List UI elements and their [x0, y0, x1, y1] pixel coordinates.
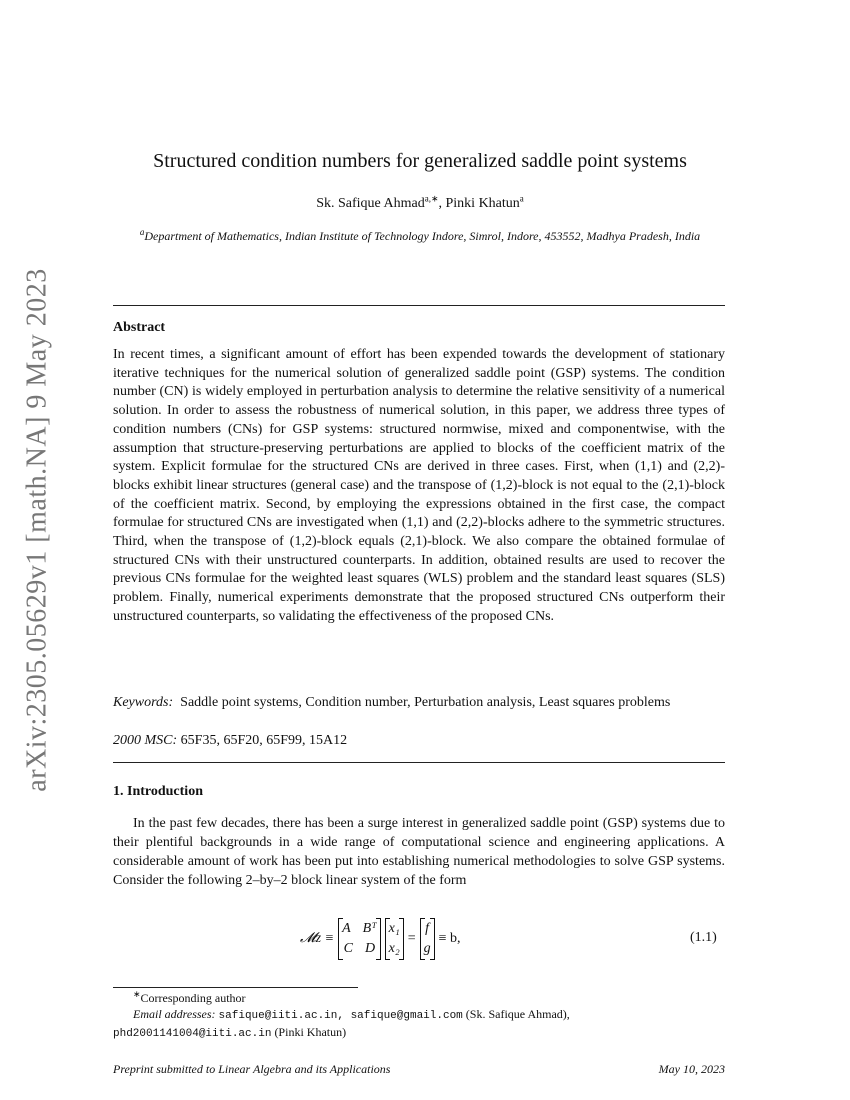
- introduction-body: In the past few decades, there has been a surge interest in generalized saddle point (GSP) systems due to their plentiful backgrounds in a wide range of computational science and engineering applications. A considerable amount of work has been put into establishing numerical methodologies to solve GSP systems. Consider the following 2–by–2 block linear system of the form: [113, 816, 725, 888]
- paper-title: Structured condition numbers for generalized saddle point systems: [153, 150, 687, 172]
- author-separator: ,: [438, 196, 446, 211]
- equation-1-1: [300, 916, 550, 962]
- author-1: Sk. Safique Ahmad: [316, 196, 425, 211]
- affiliation-sup: a: [139, 227, 145, 237]
- footnote-corresponding-sup: ∗: [133, 989, 141, 999]
- author-line: [100, 193, 740, 212]
- keywords: [113, 694, 725, 713]
- footnote-emails-cont: [113, 1024, 725, 1042]
- email-khatun-owner: (Pinki Khatun): [271, 1025, 347, 1039]
- footnotes: [113, 990, 725, 1042]
- matrix-c: C: [343, 941, 353, 956]
- email-ahmad-owner: (Sk. Safique Ahmad),: [462, 1007, 570, 1021]
- msc-label: 2000 MSC:: [113, 733, 178, 748]
- matrix-a: A: [342, 921, 351, 936]
- vector-g: g: [423, 941, 431, 956]
- footnote-corresponding: [113, 990, 725, 1006]
- footer-journal: Preprint submitted to Linear Algebra and its Applications: [113, 1062, 391, 1076]
- equation-lhs: 𝓜z ≡: [300, 931, 335, 946]
- footnote-emails: [113, 1006, 725, 1024]
- vector-f: f: [425, 921, 430, 936]
- affiliation-text: Department of Mathematics, Indian Institute of Technology Indore, Simrol, Indore, 453552, Madhya Pradesh, India: [144, 229, 701, 243]
- bottom-divider: [113, 762, 725, 763]
- msc-text: 65F35, 65F20, 65F99, 15A12: [180, 733, 348, 748]
- keywords-label: Keywords:: [113, 695, 174, 710]
- introduction-heading: 1. Introduction: [113, 784, 203, 799]
- unknown-vector: [385, 918, 404, 960]
- equals-sign: =: [407, 931, 416, 946]
- footer-date: May 10, 2023: [658, 1062, 725, 1076]
- author-2: Pinki Khatun: [445, 196, 520, 211]
- keywords-text: Saddle point systems, Condition number, Perturbation analysis, Least squares problems: [180, 695, 671, 710]
- abstract-heading: Abstract: [113, 320, 166, 335]
- matrix-bt: Bᵀ: [362, 921, 377, 936]
- arxiv-id: arXiv:2305.05629v1 [math.NA] 9 May 2023: [22, 268, 53, 792]
- rhs-vector: [420, 918, 435, 960]
- email-khatun[interactable]: phd2001141004@iiti.ac.in: [113, 1028, 272, 1040]
- footnote-corresponding-text: Corresponding author: [140, 991, 246, 1005]
- author-1-sup: a,∗: [424, 193, 439, 204]
- block-matrix: [338, 918, 381, 960]
- equation-number: (1.1): [690, 930, 717, 945]
- footnote-divider: [113, 987, 358, 988]
- abstract-body: In recent times, a significant amount of effort has been expended towards the development of stationary iterative techniques for the numerical solution of generalized saddle point (GSP) systems. The condition number (CN) is widely employed in perturbation analysis to determine the relative sensitivity of a numerical solution. In order to assess the robustness of numerical solution, in this paper, we address three types of condition numbers (CNs) for GSP systems: structured normwise, mixed and componentwise, with the assumption that structure-preserving perturbations are applied to blocks of the coefficient matrix of the system. Explicit formulae for the structured CNs are derived in three cases. First, when (1,1) and (2,2)-blocks exhibit linear structures (general case) and the transpose of (1,2)-block is not equal to the (2,1)-block of the coefficient matrix. Second, by employing the expressions obtained in the first case, the compact formulae for structured CNs are investigated when (1,1) and (2,2)-blocks adhere to the symmetric structures. Third, when the transpose of (1,2)-block equals (2,1)-block. We also compare the obtained formulae of structured CNs with their unstructured counterparts. In addition, obtained results are used to recover the previous CNs formulae for the weighted least squares (WLS) problem and the standard least squares (SLS) problem. Finally, numerical experiments demonstrate that the proposed structured CNs outperform their unstructured counterparts, so validating the effectiveness of the proposed CNs.: [113, 347, 725, 624]
- vector-x1: x₁: [388, 921, 400, 936]
- author-2-sup: a: [519, 193, 524, 204]
- page-footer: [113, 1062, 725, 1077]
- msc-codes: [113, 732, 725, 750]
- affiliation: [115, 228, 725, 244]
- top-divider: [113, 305, 725, 306]
- email-label: Email addresses:: [133, 1007, 216, 1021]
- matrix-d: D: [364, 941, 376, 956]
- email-ahmad[interactable]: safique@iiti.ac.in, safique@gmail.com: [218, 1010, 463, 1022]
- arxiv-stamp: [18, 270, 58, 790]
- equation-rhs: ≡ b,: [438, 931, 461, 946]
- vector-x2: x₂: [388, 941, 400, 956]
